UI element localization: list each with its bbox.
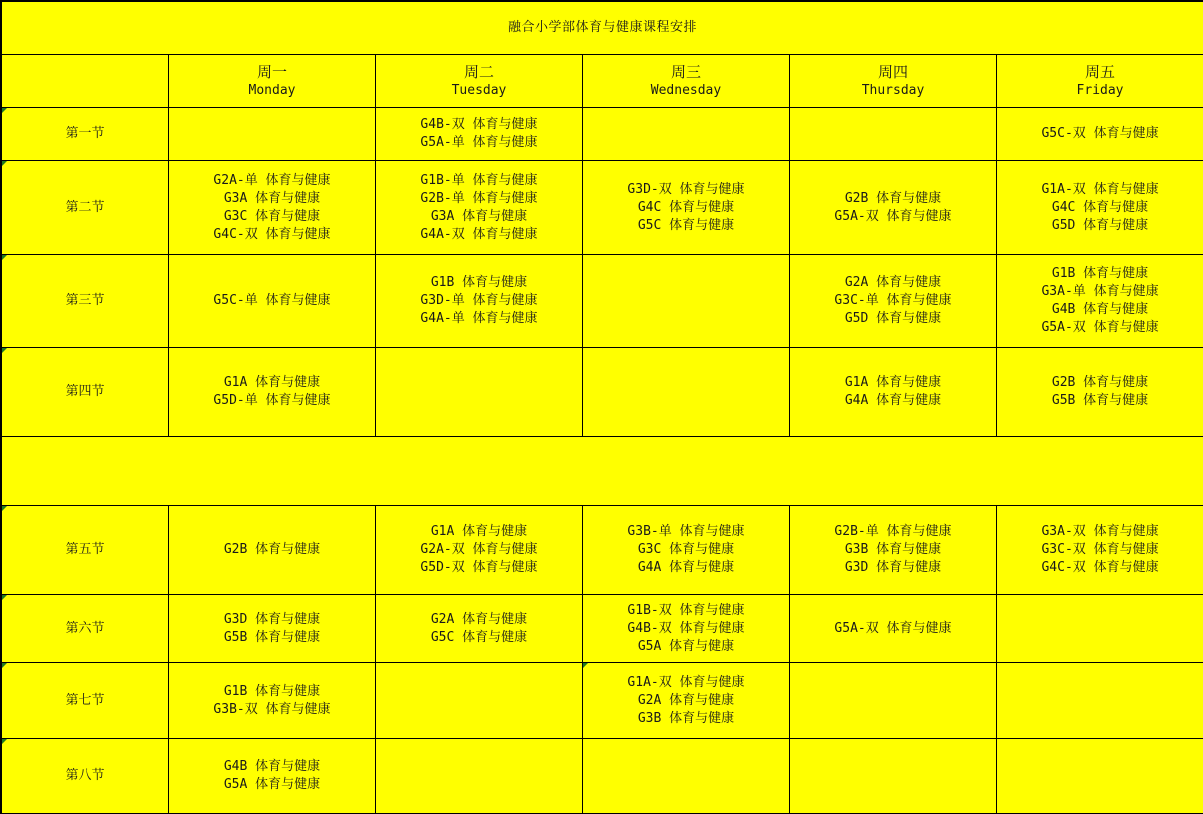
cell-comment-marker-icon bbox=[2, 739, 7, 744]
schedule-cell[interactable] bbox=[169, 161, 376, 255]
schedule-cell[interactable] bbox=[997, 739, 1203, 814]
class-entry: G4A-双 体育与健康 bbox=[420, 226, 538, 242]
class-entry: G4A 体育与健康 bbox=[844, 393, 942, 408]
class-entry: G3A 体育与健康 bbox=[223, 190, 321, 206]
schedule-cell[interactable] bbox=[997, 348, 1203, 437]
schedule-cell[interactable] bbox=[790, 663, 997, 739]
period-label-cell[interactable] bbox=[2, 506, 169, 595]
period-label-cell[interactable] bbox=[2, 739, 169, 814]
schedule-cell[interactable] bbox=[583, 108, 790, 161]
schedule-cell[interactable] bbox=[790, 739, 997, 814]
cell-comment-marker-icon bbox=[2, 348, 7, 353]
class-entry: G3D-双 体育与健康 bbox=[627, 181, 745, 197]
day-cn-label: 周一 bbox=[256, 63, 287, 81]
day-en-label: Wednesday bbox=[650, 83, 722, 98]
title-row bbox=[2, 2, 1203, 55]
period-row bbox=[2, 663, 1203, 739]
period-label: 第四节 bbox=[65, 384, 105, 399]
class-entry: G4B-双 体育与健康 bbox=[627, 620, 745, 636]
period-label: 第三节 bbox=[65, 293, 105, 308]
schedule-cell[interactable] bbox=[790, 348, 997, 437]
period-label: 第一节 bbox=[65, 126, 105, 141]
cell-comment-marker-icon bbox=[2, 255, 7, 260]
header-day-3[interactable] bbox=[790, 55, 997, 108]
class-entry: G4B 体育与健康 bbox=[223, 759, 321, 774]
period-label-cell[interactable] bbox=[2, 348, 169, 437]
schedule-cell[interactable] bbox=[376, 663, 583, 739]
cell-comment-marker-icon bbox=[583, 663, 588, 668]
cell-comment-marker-icon bbox=[2, 506, 7, 511]
schedule-cell[interactable] bbox=[997, 595, 1203, 663]
class-entry: G2A-双 体育与健康 bbox=[420, 542, 538, 557]
class-entry: G1B 体育与健康 bbox=[1051, 266, 1149, 281]
class-entry: G5D 体育与健康 bbox=[844, 311, 942, 326]
day-en-label: Monday bbox=[248, 83, 296, 98]
schedule-cell[interactable] bbox=[376, 506, 583, 595]
schedule-cell[interactable] bbox=[583, 595, 790, 663]
class-entry: G1A 体育与健康 bbox=[844, 375, 942, 390]
schedule-cell[interactable] bbox=[169, 663, 376, 739]
class-entry: G5C 体育与健康 bbox=[430, 629, 528, 645]
class-entry: G5D 体育与健康 bbox=[1051, 217, 1149, 233]
schedule-cell[interactable] bbox=[583, 255, 790, 348]
class-entry: G1A 体育与健康 bbox=[223, 375, 321, 390]
class-entry: G4A 体育与健康 bbox=[637, 560, 735, 575]
class-entry: G2A-单 体育与健康 bbox=[213, 172, 331, 188]
class-entry: G5A-双 体育与健康 bbox=[834, 208, 952, 224]
schedule-cell[interactable] bbox=[997, 108, 1203, 161]
class-entry: G1B-单 体育与健康 bbox=[420, 172, 538, 188]
day-cn-label: 周五 bbox=[1085, 63, 1116, 81]
class-entry: G4C 体育与健康 bbox=[637, 199, 735, 215]
class-entry: G3B 体育与健康 bbox=[637, 710, 735, 726]
break-row bbox=[2, 437, 1203, 506]
class-entry: G3B-单 体育与健康 bbox=[627, 524, 745, 539]
schedule-cell[interactable] bbox=[997, 506, 1203, 595]
class-entry: G3B 体育与健康 bbox=[844, 542, 942, 557]
class-entry: G5D-单 体育与健康 bbox=[213, 393, 331, 408]
class-entry: G5B 体育与健康 bbox=[1051, 393, 1149, 408]
class-entry: G3B-双 体育与健康 bbox=[213, 701, 331, 717]
class-entry: G5D-双 体育与健康 bbox=[420, 560, 538, 575]
period-label-cell[interactable] bbox=[2, 663, 169, 739]
class-entry: G5A-单 体育与健康 bbox=[420, 135, 538, 150]
schedule-cell[interactable] bbox=[997, 161, 1203, 255]
day-en-label: Thursday bbox=[861, 83, 925, 98]
schedule-cell[interactable] bbox=[583, 348, 790, 437]
schedule-cell[interactable] bbox=[376, 348, 583, 437]
class-entry: G3C-单 体育与健康 bbox=[834, 293, 952, 308]
schedule-cell[interactable] bbox=[790, 161, 997, 255]
period-row bbox=[2, 739, 1203, 814]
schedule-cell[interactable] bbox=[583, 506, 790, 595]
schedule-cell[interactable] bbox=[169, 506, 376, 595]
schedule-cell[interactable] bbox=[583, 161, 790, 255]
schedule-cell[interactable] bbox=[376, 255, 583, 348]
day-cn-label: 周二 bbox=[463, 63, 494, 81]
schedule-title[interactable]: 融合小学部体育与健康课程安排 bbox=[2, 2, 1203, 55]
class-entry: G2B 体育与健康 bbox=[223, 542, 321, 557]
schedule-cell[interactable] bbox=[790, 108, 997, 161]
schedule-cell[interactable] bbox=[583, 739, 790, 814]
class-entry: G5A 体育与健康 bbox=[223, 777, 321, 792]
schedule-cell[interactable] bbox=[169, 348, 376, 437]
class-entry: G2A 体育与健康 bbox=[637, 692, 735, 708]
class-entry: G3C-双 体育与健康 bbox=[1041, 542, 1159, 557]
schedule-table bbox=[1, 1, 1203, 814]
class-entry: G2B-单 体育与健康 bbox=[420, 190, 538, 206]
class-entry: G3A 体育与健康 bbox=[430, 208, 528, 224]
class-entry: G3D 体育与健康 bbox=[844, 560, 942, 575]
cell-comment-marker-icon bbox=[2, 161, 7, 166]
header-day-1[interactable] bbox=[376, 55, 583, 108]
class-entry: G1A 体育与健康 bbox=[430, 524, 528, 539]
period-label-cell[interactable] bbox=[2, 595, 169, 663]
class-entry: G4A-单 体育与健康 bbox=[420, 311, 538, 326]
class-entry: G3C 体育与健康 bbox=[637, 542, 735, 557]
class-entry: G4C-双 体育与健康 bbox=[1041, 560, 1159, 575]
class-entry: G2A 体育与健康 bbox=[430, 611, 528, 627]
class-entry: G3D-单 体育与健康 bbox=[420, 293, 538, 308]
class-entry: G1A-双 体育与健康 bbox=[1041, 181, 1159, 197]
schedule-cell[interactable] bbox=[376, 739, 583, 814]
class-entry: G5A-双 体育与健康 bbox=[1041, 320, 1159, 335]
schedule-cell[interactable] bbox=[997, 255, 1203, 348]
period-row bbox=[2, 348, 1203, 437]
header-corner-cell[interactable] bbox=[2, 55, 169, 108]
class-entry: G3A-双 体育与健康 bbox=[1041, 524, 1159, 539]
class-entry: G5C-单 体育与健康 bbox=[213, 293, 331, 308]
schedule-cell[interactable] bbox=[583, 663, 790, 739]
schedule-cell[interactable] bbox=[169, 595, 376, 663]
schedule-cell[interactable] bbox=[790, 255, 997, 348]
day-cn-label: 周三 bbox=[670, 63, 701, 81]
class-entry: G4B-双 体育与健康 bbox=[420, 117, 538, 132]
header-day-4[interactable] bbox=[997, 55, 1203, 108]
schedule-cell[interactable] bbox=[376, 108, 583, 161]
period-label: 第六节 bbox=[65, 620, 105, 636]
class-entry: G5A 体育与健康 bbox=[637, 638, 735, 654]
class-entry: G3A-单 体育与健康 bbox=[1041, 284, 1159, 299]
period-label-cell[interactable] bbox=[2, 108, 169, 161]
class-entry: G1A-双 体育与健康 bbox=[627, 674, 745, 690]
period-row bbox=[2, 595, 1203, 663]
header-row bbox=[2, 55, 1203, 108]
period-label-cell[interactable] bbox=[2, 161, 169, 255]
class-entry: G4B 体育与健康 bbox=[1051, 302, 1149, 317]
schedule-cell[interactable] bbox=[169, 255, 376, 348]
break-cell[interactable] bbox=[2, 437, 1203, 506]
class-entry: G2B 体育与健康 bbox=[844, 190, 942, 206]
class-entry: G2B 体育与健康 bbox=[1051, 375, 1149, 390]
day-en-label: Friday bbox=[1076, 83, 1124, 98]
schedule-cell[interactable] bbox=[169, 108, 376, 161]
class-entry: G5A-双 体育与健康 bbox=[834, 620, 952, 636]
class-entry: G1B 体育与健康 bbox=[223, 683, 321, 699]
period-label: 第七节 bbox=[65, 692, 105, 708]
header-day-0[interactable] bbox=[169, 55, 376, 108]
period-label: 第二节 bbox=[65, 199, 105, 215]
period-row bbox=[2, 506, 1203, 595]
schedule-cell[interactable] bbox=[376, 595, 583, 663]
cell-comment-marker-icon bbox=[2, 663, 7, 668]
cell-comment-marker-icon bbox=[2, 108, 7, 113]
day-cn-label: 周四 bbox=[877, 63, 908, 81]
period-label-cell[interactable] bbox=[2, 255, 169, 348]
class-entry: G4C 体育与健康 bbox=[1051, 199, 1149, 215]
schedule-cell[interactable] bbox=[169, 739, 376, 814]
class-entry: G5C-双 体育与健康 bbox=[1041, 126, 1159, 141]
class-entry: G5C 体育与健康 bbox=[637, 217, 735, 233]
schedule-cell[interactable] bbox=[790, 595, 997, 663]
period-row bbox=[2, 161, 1203, 255]
header-day-2[interactable] bbox=[583, 55, 790, 108]
class-entry: G2B-单 体育与健康 bbox=[834, 524, 952, 539]
class-entry: G5B 体育与健康 bbox=[223, 629, 321, 645]
schedule-cell[interactable] bbox=[376, 161, 583, 255]
period-label: 第八节 bbox=[65, 768, 105, 783]
class-entry: G3D 体育与健康 bbox=[223, 611, 321, 627]
class-entry: G1B-双 体育与健康 bbox=[627, 602, 745, 618]
period-row bbox=[2, 108, 1203, 161]
period-label: 第五节 bbox=[65, 542, 105, 557]
cell-comment-marker-icon bbox=[2, 595, 7, 600]
class-entry: G1B 体育与健康 bbox=[430, 275, 528, 290]
period-row bbox=[2, 255, 1203, 348]
class-entry: G3C 体育与健康 bbox=[223, 208, 321, 224]
schedule-cell[interactable] bbox=[997, 663, 1203, 739]
day-en-label: Tuesday bbox=[451, 83, 507, 98]
class-entry: G2A 体育与健康 bbox=[844, 275, 942, 290]
schedule-cell[interactable] bbox=[790, 506, 997, 595]
class-entry: G4C-双 体育与健康 bbox=[213, 226, 331, 242]
